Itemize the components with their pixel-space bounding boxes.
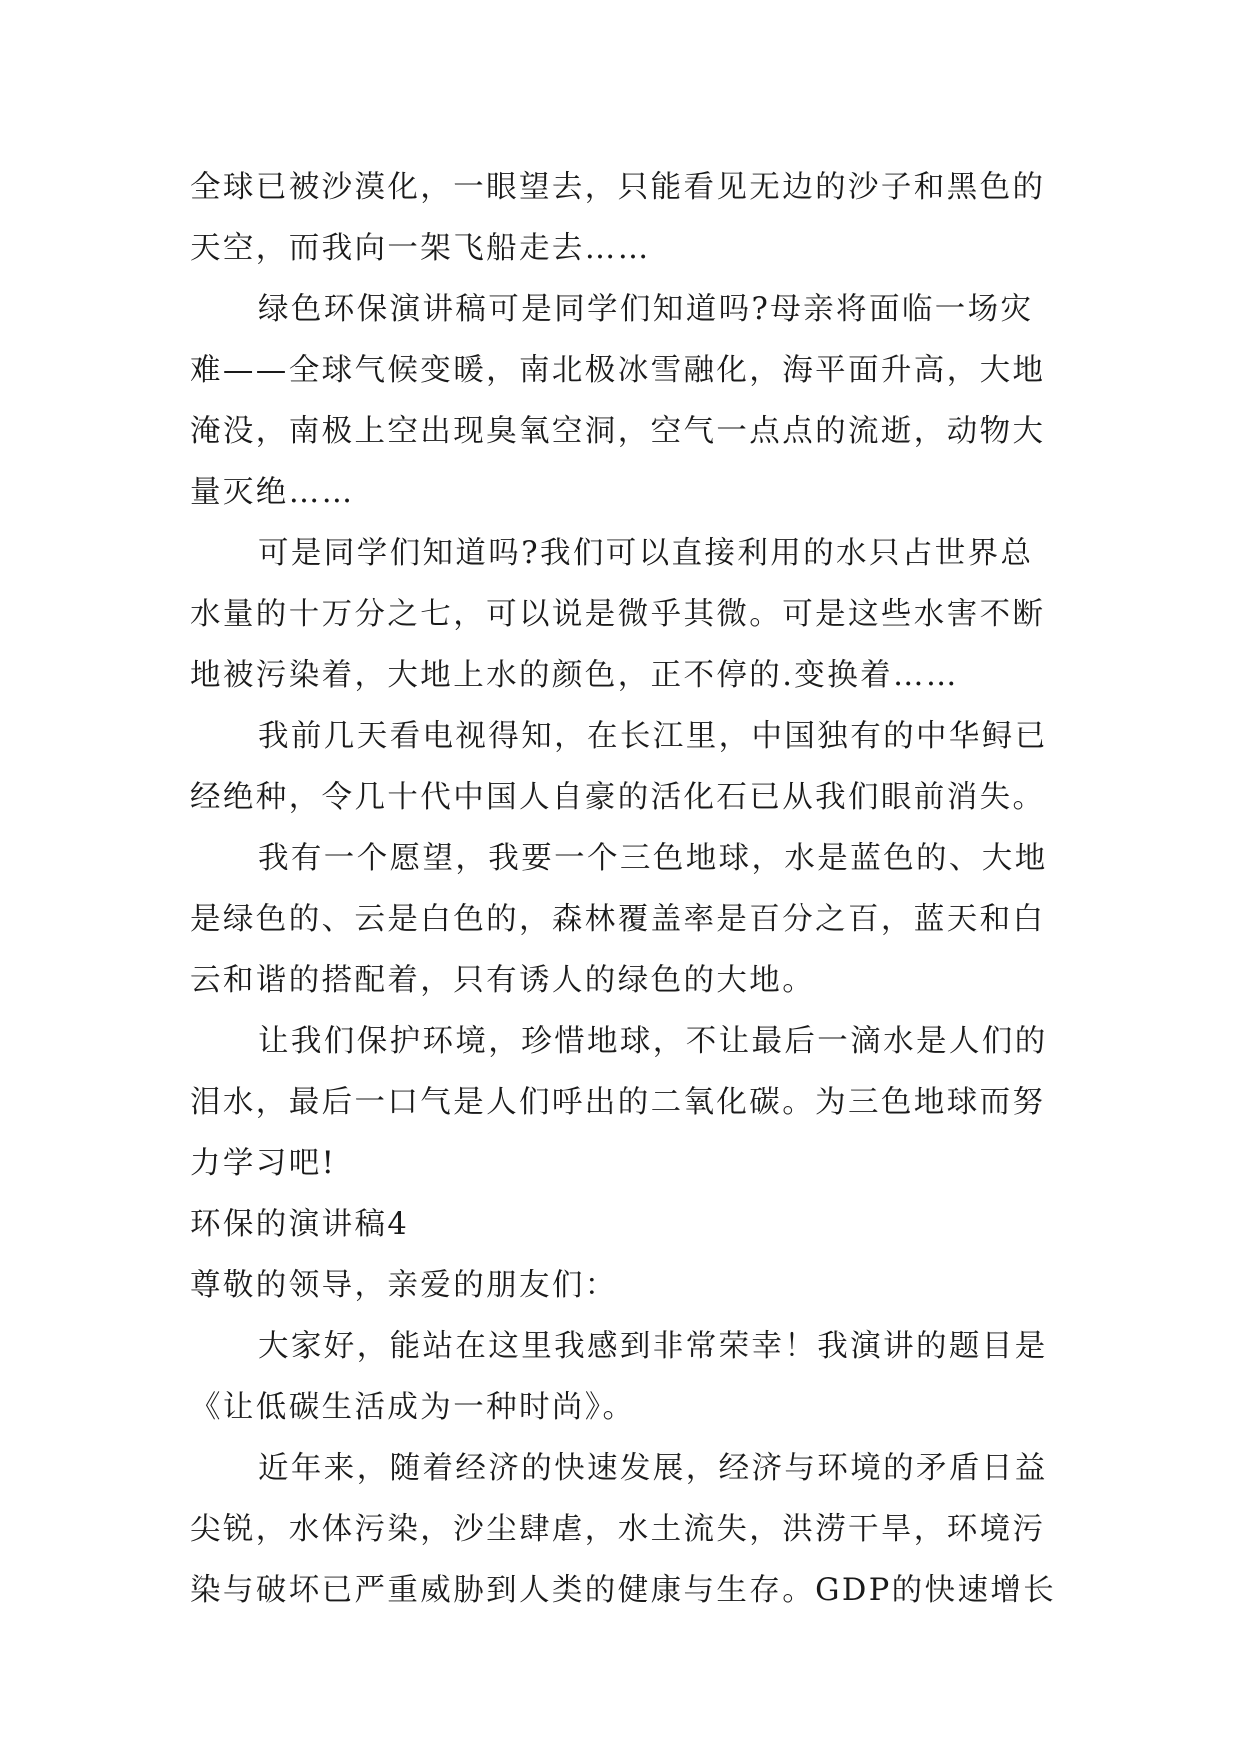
text-line: 《让低碳生活成为一种时尚》。 (190, 1390, 636, 1425)
text-line: 经绝种，令几十代中国人自豪的活化石已从我们眼前消失。 (190, 780, 1046, 815)
salutation: 尊敬的领导，亲爱的朋友们： (190, 1268, 618, 1303)
text-line: 地被污染着，大地上水的颜色，正不停的.变换着…… (190, 658, 959, 693)
paragraph-first-line: 让我们保护环境，珍惜地球，不让最后一滴水是人们的 (258, 1024, 1048, 1059)
paragraph-first-line: 我有一个愿望，我要一个三色地球，水是蓝色的、大地 (258, 841, 1048, 876)
text-line: 力学习吧! (190, 1146, 337, 1181)
text-line: 云和谐的搭配着，只有诱人的绿色的大地。 (190, 963, 816, 998)
text-line: 量灭绝…… (190, 475, 355, 510)
text-line: 全球已被沙漠化，一眼望去，只能看见无边的沙子和黑色的 (190, 170, 1046, 205)
text-line: 尖锐，水体污染，沙尘肆虐，水土流失，洪涝干旱，环境污 (190, 1512, 1046, 1547)
text-line: 淹没，南极上空出现臭氧空洞，空气一点点的流逝，动物大 (190, 414, 1046, 449)
text-line: 泪水，最后一口气是人们呼出的二氧化碳。为三色地球而努 (190, 1085, 1046, 1120)
document-body (190, 157, 1070, 1621)
section-heading: 环保的演讲稿4 (190, 1207, 410, 1242)
paragraph-first-line: 我前几天看电视得知，在长江里，中国独有的中华鲟已 (258, 719, 1048, 754)
text-line: 是绿色的、云是白色的，森林覆盖率是百分之百，蓝天和白 (190, 902, 1046, 937)
paragraph-first-line: 近年来，随着经济的快速发展，经济与环境的矛盾日益 (258, 1451, 1048, 1486)
text-line: 天空，而我向一架飞船走去…… (190, 231, 651, 266)
text-line: 染与破坏已严重威胁到人类的健康与生存。GDP的快速增长 (190, 1573, 1057, 1608)
paragraph-first-line: 大家好，能站在这里我感到非常荣幸！我演讲的题目是 (258, 1329, 1048, 1364)
paragraph-first-line: 可是同学们知道吗?我们可以直接利用的水只占世界总 (258, 536, 1034, 571)
text-line: 水量的十万分之七，可以说是微乎其微。可是这些水害不断 (190, 597, 1046, 632)
paragraph-first-line: 绿色环保演讲稿可是同学们知道吗?母亲将面临一场灾 (258, 292, 1034, 327)
text-line: 难——全球气候变暖，南北极冰雪融化，海平面升高，大地 (190, 353, 1046, 388)
